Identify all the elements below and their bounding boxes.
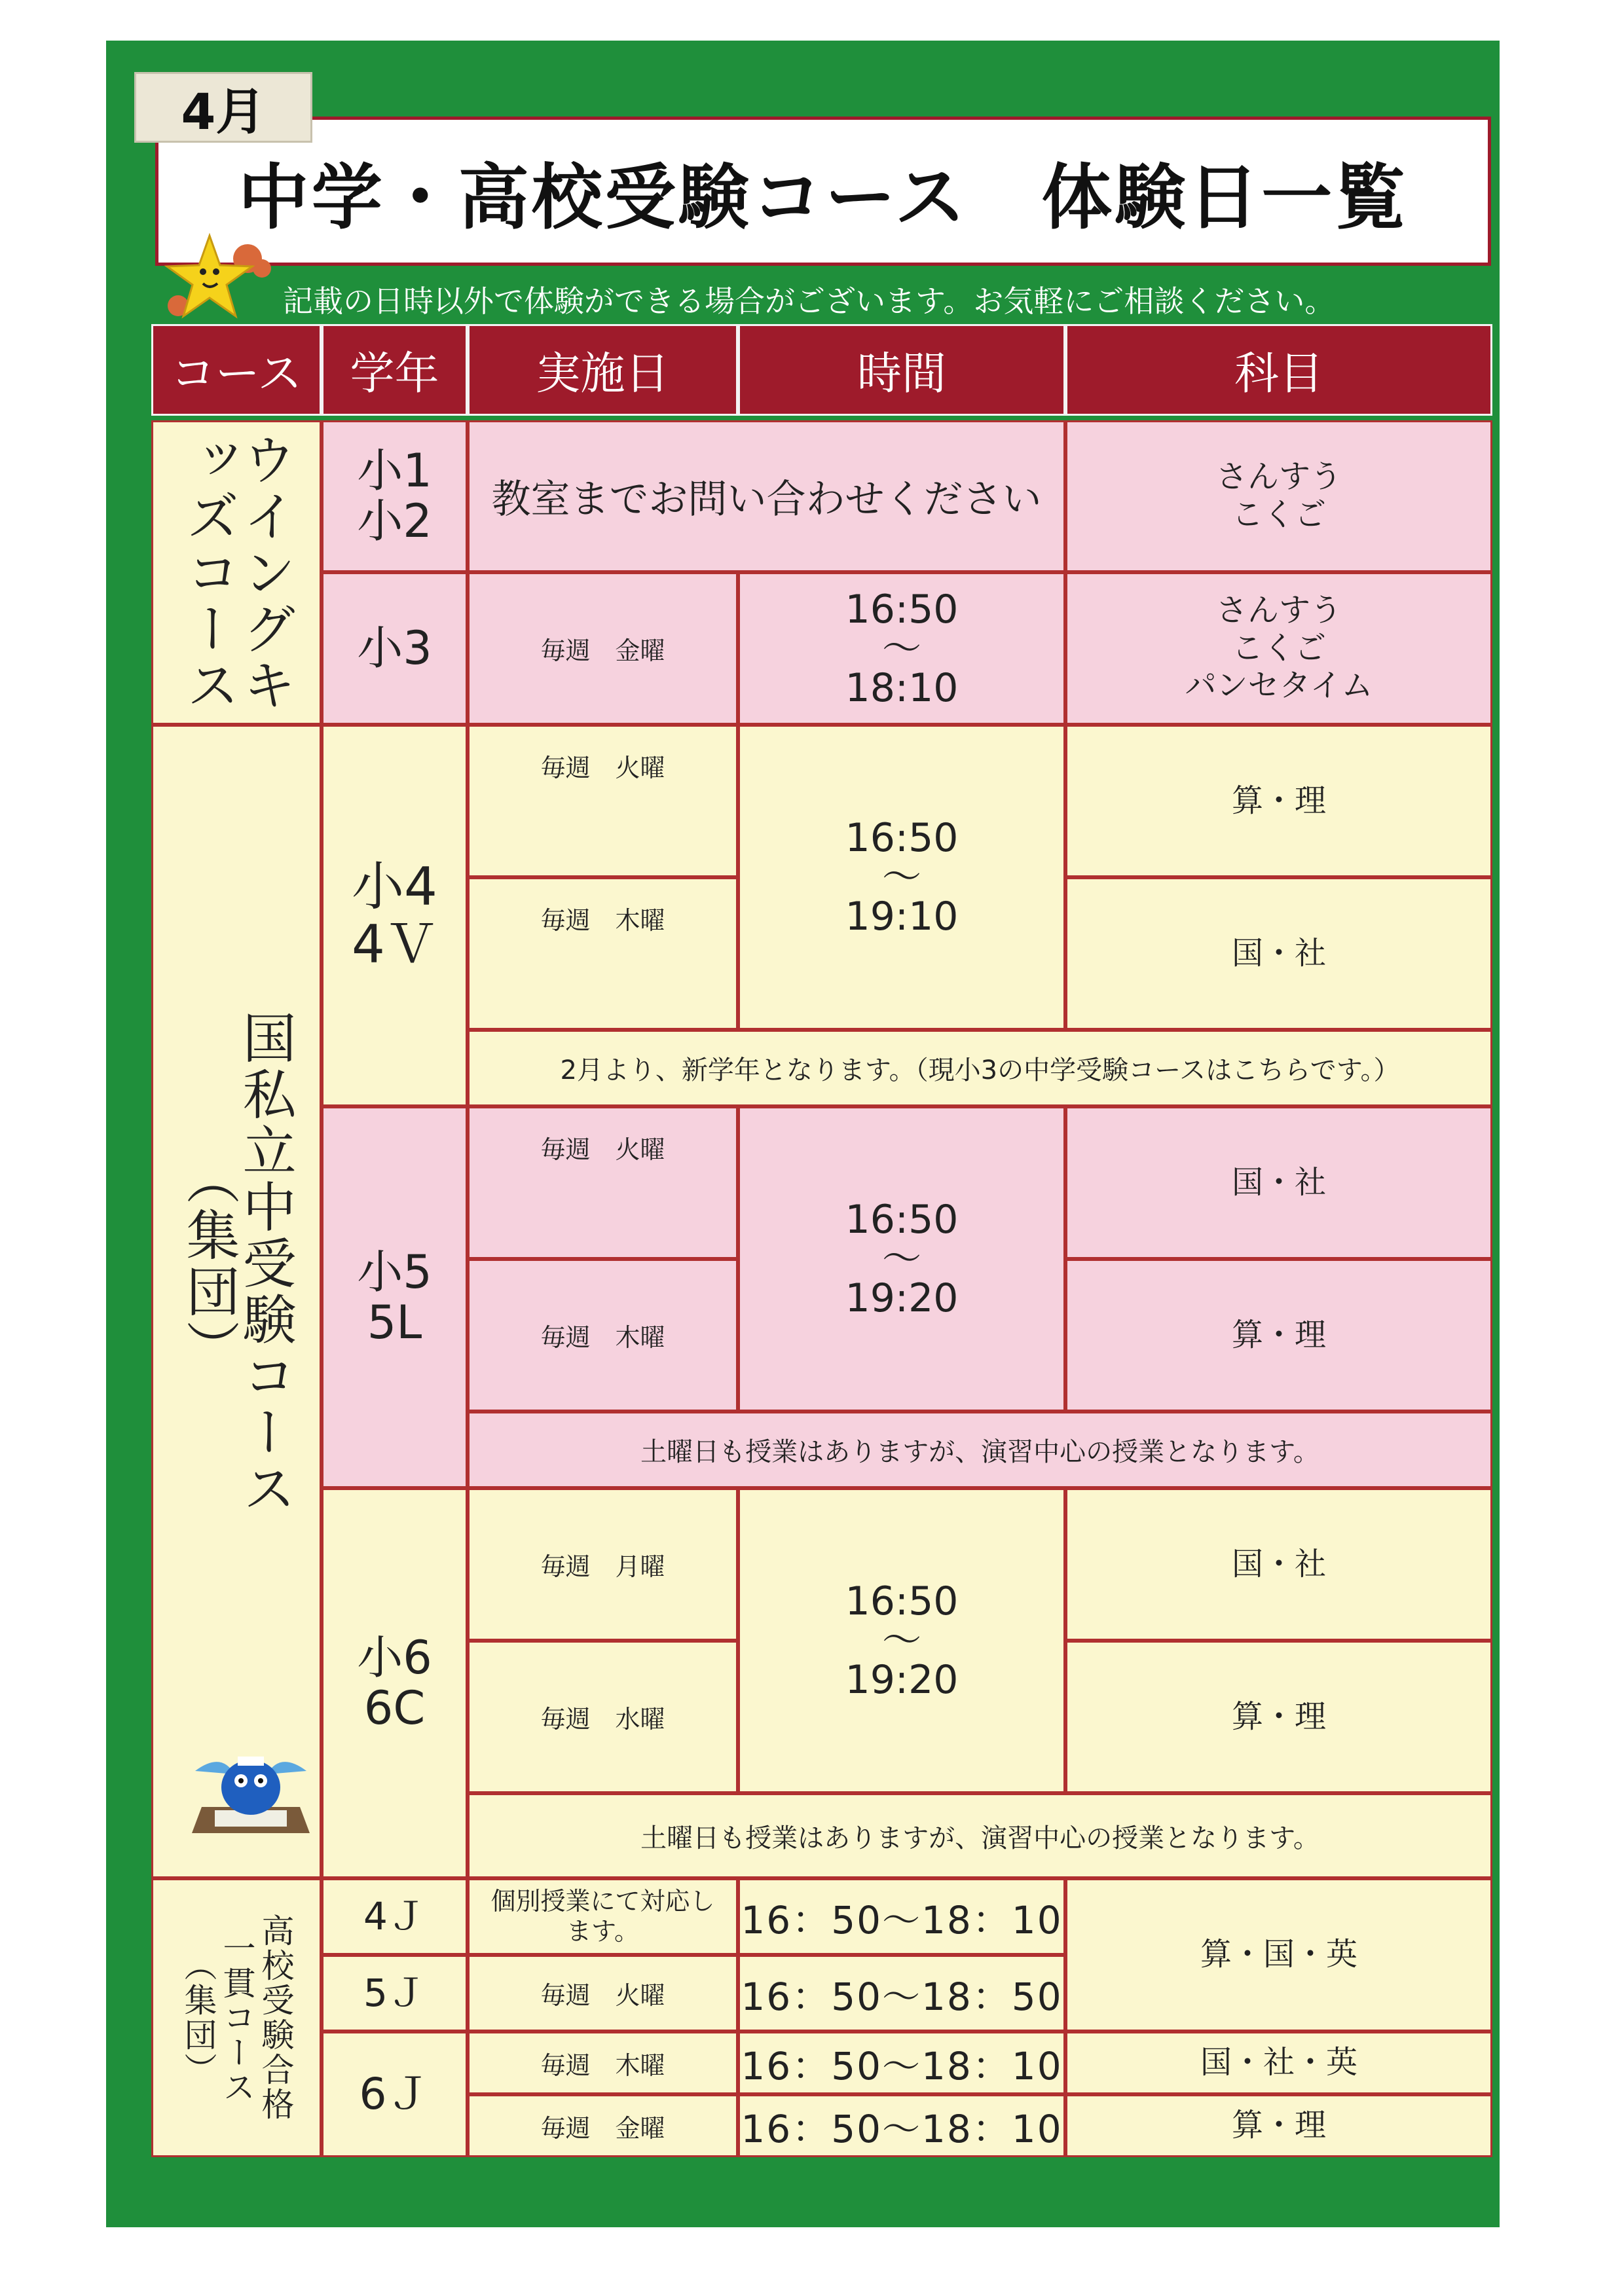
time-g5-start: 16:50 — [845, 1197, 959, 1243]
time-g5-sep: ～ — [882, 1236, 921, 1282]
grade-5j: 5Ｊ — [322, 1955, 468, 2032]
subject-6j-b: 算・理 — [1065, 2094, 1492, 2157]
time-g3-end: 18:10 — [845, 665, 959, 711]
note-text: 記載の日時以外で体験ができる場合がございます。お気軽にご相談ください。 — [283, 283, 1335, 319]
subject-g3 — [1065, 572, 1492, 725]
time-6j-a: 16：50～18：10 — [738, 2032, 1065, 2094]
grade-g6-a: 小6 — [357, 1631, 432, 1685]
time-4j: 16：50～18：10 — [738, 1878, 1065, 1955]
grade-g4-b: 4Ｖ — [352, 913, 437, 975]
day-g6-b: 毎週 水曜 — [468, 1641, 738, 1793]
day-5j: 毎週 火曜 — [468, 1955, 738, 2032]
subject-g12-b: こくご — [1231, 496, 1326, 533]
time-g6 — [738, 1488, 1065, 1793]
subject-g4-b: 国・社 — [1065, 877, 1492, 1030]
course-wing-kids-label: ウイングキッズコース — [177, 431, 297, 714]
subject-g5-b: 算・理 — [1065, 1259, 1492, 1412]
time-g5 — [738, 1106, 1065, 1412]
grade-g12 — [322, 420, 468, 572]
day-6j-a: 毎週 木曜 — [468, 2032, 738, 2094]
course-juken-label: 国私立中受験コース（集団） — [177, 1010, 297, 1517]
subject-g4-a: 算・理 — [1065, 725, 1492, 877]
month-tab: 4月 — [134, 72, 312, 143]
owl-mascot-icon — [189, 1745, 313, 1836]
day-4j: 個別授業にて対応します。 — [468, 1878, 738, 1955]
time-g4-end: 19:10 — [845, 894, 959, 939]
header-grade: 学年 — [322, 324, 468, 416]
subject-g12-a: さんすう — [1215, 458, 1342, 496]
course-koko-a: 高校受験合格 — [256, 1914, 295, 2122]
subject-g6-b: 算・理 — [1065, 1641, 1492, 1793]
time-g3-sep: ～ — [882, 625, 921, 672]
day-g4-b: 毎週 木曜 — [468, 877, 738, 1030]
time-g5-end: 19:20 — [845, 1275, 959, 1321]
grade-g5 — [322, 1106, 468, 1488]
day-g6-a: 毎週 月曜 — [468, 1488, 738, 1641]
subject-g3-b: こくご — [1231, 629, 1326, 666]
grade-g12-a: 小1 — [357, 444, 432, 498]
grade-g4-a: 小4 — [352, 856, 437, 917]
subject-g6-a: 国・社 — [1065, 1488, 1492, 1641]
course-koko — [151, 1878, 322, 2157]
message-g5: 土曜日も授業はありますが、演習中心の授業となります。 — [468, 1412, 1492, 1488]
grade-g4 — [322, 725, 468, 1106]
course-juken — [151, 725, 322, 1878]
time-g4-sep: ～ — [882, 854, 921, 900]
subject-g5-a: 国・社 — [1065, 1106, 1492, 1259]
subject-6j-a: 国・社・英 — [1065, 2032, 1492, 2094]
grade-g6-b: 6C — [363, 1681, 426, 1735]
grade-4j: 4Ｊ — [322, 1878, 468, 1955]
subject-g3-a: さんすう — [1215, 592, 1342, 629]
time-g6-start: 16:50 — [845, 1578, 959, 1624]
header-subject: 科目 — [1065, 324, 1492, 416]
message-g6: 土曜日も授業はありますが、演習中心の授業となります。 — [468, 1793, 1492, 1878]
day-g5-b: 毎週 木曜 — [468, 1259, 738, 1412]
subject-g12 — [1065, 420, 1492, 572]
time-6j-b: 16：50～18：10 — [738, 2094, 1065, 2157]
day-g4-a: 毎週 火曜 — [468, 725, 738, 877]
subject-g3-c: パンセタイム — [1185, 667, 1373, 704]
grade-6j: 6Ｊ — [322, 2032, 468, 2157]
subject-4j-5j: 算・国・英 — [1065, 1878, 1492, 2032]
course-koko-c: （集団） — [179, 1948, 217, 2087]
time-g3 — [738, 572, 1065, 725]
time-g3-start: 16:50 — [845, 586, 959, 632]
message-g4: 2月より、新学年となります。（現小3の中学受験コースはこちらです。） — [468, 1030, 1492, 1106]
time-g6-sep: ～ — [882, 1618, 921, 1664]
day-6j-b: 毎週 金曜 — [468, 2094, 738, 2157]
header-date: 実施日 — [468, 324, 738, 416]
time-g6-end: 19:20 — [845, 1657, 959, 1703]
grade-g5-a: 小5 — [357, 1245, 432, 1299]
grade-g12-b: 小2 — [357, 494, 432, 548]
contact-message: 教室までお問い合わせください — [468, 420, 1065, 572]
day-g5-a: 毎週 火曜 — [468, 1106, 738, 1259]
grade-g5-b: 5L — [367, 1295, 422, 1349]
header-course: コース — [151, 324, 322, 416]
grade-g3: 小3 — [322, 572, 468, 725]
course-koko-b: 一貫コース — [217, 1931, 256, 2105]
time-g4 — [738, 725, 1065, 1030]
day-g3: 毎週 金曜 — [468, 572, 738, 725]
time-5j: 16：50～18：50 — [738, 1955, 1065, 2032]
page-title: 中学・高校受験コース 体験日一覧 — [155, 117, 1491, 266]
time-g4-start: 16:50 — [845, 815, 959, 861]
star-mascot-icon — [164, 232, 272, 331]
grade-g6 — [322, 1488, 468, 1878]
header-time: 時間 — [738, 324, 1065, 416]
course-wing-kids — [151, 420, 322, 725]
